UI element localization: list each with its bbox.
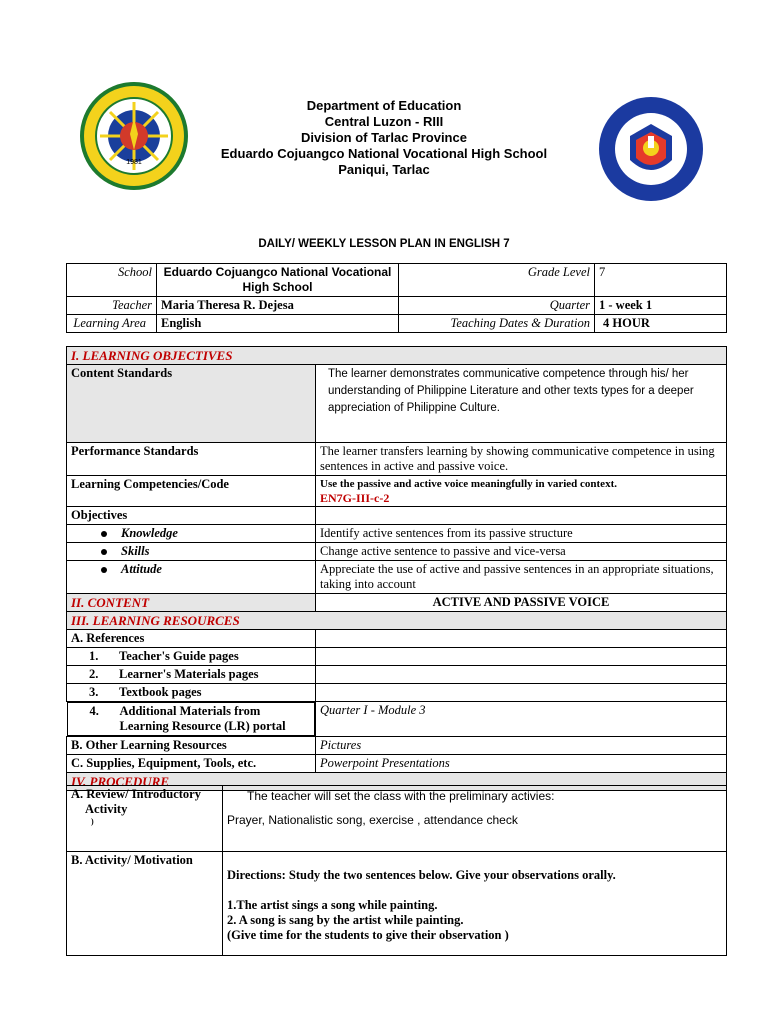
knowledge-label: Knowledge: [121, 526, 178, 540]
performance-standards-value: The learner transfers learning by showing communicative competence in using sentences in active and passive voice.: [316, 443, 727, 476]
skills-label: Skills: [121, 544, 150, 558]
other-resources-value: Pictures: [316, 737, 727, 755]
header-region: Central Luzon - RIII: [324, 114, 444, 129]
attitude-value: Appreciate the use of active and passive sentences in an appropriate situations, taking into account: [316, 561, 727, 594]
row-review: [67, 786, 727, 852]
sentence-2: 2. A song is sang by the artist while painting.: [227, 913, 464, 927]
header-location: Paniqui, Tarlac: [338, 162, 430, 177]
row-activity: [67, 852, 727, 956]
row-performance-standards: [67, 443, 727, 476]
row-additional-materials: [67, 702, 727, 737]
additional-materials-value: Quarter I - Module 3: [316, 702, 727, 737]
item-number: 1.: [89, 649, 99, 663]
sentence-1: 1.The artist sings a song while painting.: [227, 898, 438, 912]
item-number: 3.: [89, 685, 99, 699]
review-mark: ): [91, 817, 94, 826]
review-label: A. Review/ Introductory Activity: [71, 787, 201, 816]
info-table: [66, 263, 727, 333]
lm-pages-label: Learner's Materials pages: [119, 667, 259, 681]
row-skills: [67, 543, 727, 561]
competencies-label: Learning Competencies/Code: [67, 476, 316, 507]
row-attitude: [67, 561, 727, 594]
item-number: 4.: [89, 704, 99, 718]
observation-note: (Give time for the students to give their observation ): [227, 928, 509, 942]
knowledge-value: Identify active sentences from its passive structure: [316, 525, 727, 543]
skills-value: Change active sentence to passive and vice-versa: [316, 543, 727, 561]
header-department: Department of Education: [306, 98, 462, 113]
section-content: [67, 594, 727, 612]
textbook-pages-label: Textbook pages: [119, 685, 202, 699]
row-textbook-pages: [67, 684, 727, 702]
row-school: [67, 264, 727, 297]
school-label: School: [67, 264, 157, 297]
activity-label: B. Activity/ Motivation: [71, 853, 193, 867]
review-line-1: The teacher will set the class with the preliminary activies:: [247, 789, 555, 803]
bullet-icon: [101, 567, 107, 573]
bullet-icon: [101, 549, 107, 555]
seal-year: 1981: [126, 159, 142, 166]
competency-value: Use the passive and active voice meaningfully in varied context.: [320, 478, 617, 490]
bullet-icon: [101, 531, 107, 537]
lesson-plan-title: DAILY/ WEEKLY LESSON PLAN IN ENGLISH 7: [258, 238, 510, 250]
row-content-standards: [67, 365, 727, 443]
row-lm-pages: [67, 666, 727, 684]
directions-text: Directions: Study the two sentences below. Give your observations orally.: [227, 868, 616, 882]
area-label: Learning Area: [67, 315, 157, 333]
row-supplies: [67, 755, 727, 773]
school-value: Eduardo Cojuangco National Vocational High School: [157, 264, 399, 297]
competency-code: EN7G-III-c-2: [320, 491, 390, 505]
quarter-value: 1 - week 1: [595, 297, 727, 315]
supplies-label: C. Supplies, Equipment, Tools, etc.: [67, 755, 316, 773]
section-resources: [67, 612, 727, 630]
performance-standards-label: Performance Standards: [67, 443, 316, 476]
row-tg-pages: [67, 648, 727, 666]
item-number: 2.: [89, 667, 99, 681]
section-objectives: [67, 347, 727, 365]
content-standards-value: The learner demonstrates communicative competence through his/ her understanding of Philippine Literature and other texts types for a deeper appreciation of Philippine Culture.: [316, 365, 727, 443]
row-other-resources: [67, 737, 727, 755]
grade-value: 7: [595, 264, 727, 297]
content-heading: II. CONTENT: [67, 594, 316, 612]
procedure-table: [66, 785, 727, 956]
area-value: English: [157, 315, 399, 333]
row-knowledge: [67, 525, 727, 543]
teacher-value: Maria Theresa R. Dejesa: [157, 297, 399, 315]
other-resources-label: B. Other Learning Resources: [67, 737, 316, 755]
quarter-label: Quarter: [399, 297, 595, 315]
row-teacher: [67, 297, 727, 315]
grade-label: Grade Level: [399, 264, 595, 297]
lesson-plan-table: [66, 346, 727, 791]
row-objectives: [67, 507, 727, 525]
procedure-heading: IV. PROCEDURE: [67, 773, 727, 791]
header-school: Eduardo Cojuangco National Vocational High School: [220, 146, 548, 161]
supplies-value: Powerpoint Presentations: [316, 755, 727, 773]
row-competencies: [67, 476, 727, 507]
row-references: [67, 630, 727, 648]
objectives-heading: I. LEARNING OBJECTIVES: [67, 347, 727, 365]
document-header: [0, 98, 768, 178]
additional-materials-label: Additional Materials from Learning Resource (LR) portal: [119, 704, 286, 733]
row-area: [67, 315, 727, 333]
teacher-label: Teacher: [67, 297, 157, 315]
review-line-2: Prayer, Nationalistic song, exercise , attendance check: [227, 813, 518, 827]
attitude-label: Attitude: [121, 562, 162, 576]
content-value: ACTIVE AND PASSIVE VOICE: [316, 594, 727, 612]
content-standards-label: Content Standards: [67, 365, 316, 443]
dates-label: Teaching Dates & Duration: [399, 315, 595, 333]
references-label: A. References: [67, 630, 316, 648]
tg-pages-label: Teacher's Guide pages: [119, 649, 239, 663]
objectives-label: Objectives: [67, 507, 316, 525]
resources-heading: III. LEARNING RESOURCES: [67, 612, 727, 630]
dates-value: 4 HOUR: [595, 315, 727, 333]
header-division: Division of Tarlac Province: [301, 130, 467, 145]
